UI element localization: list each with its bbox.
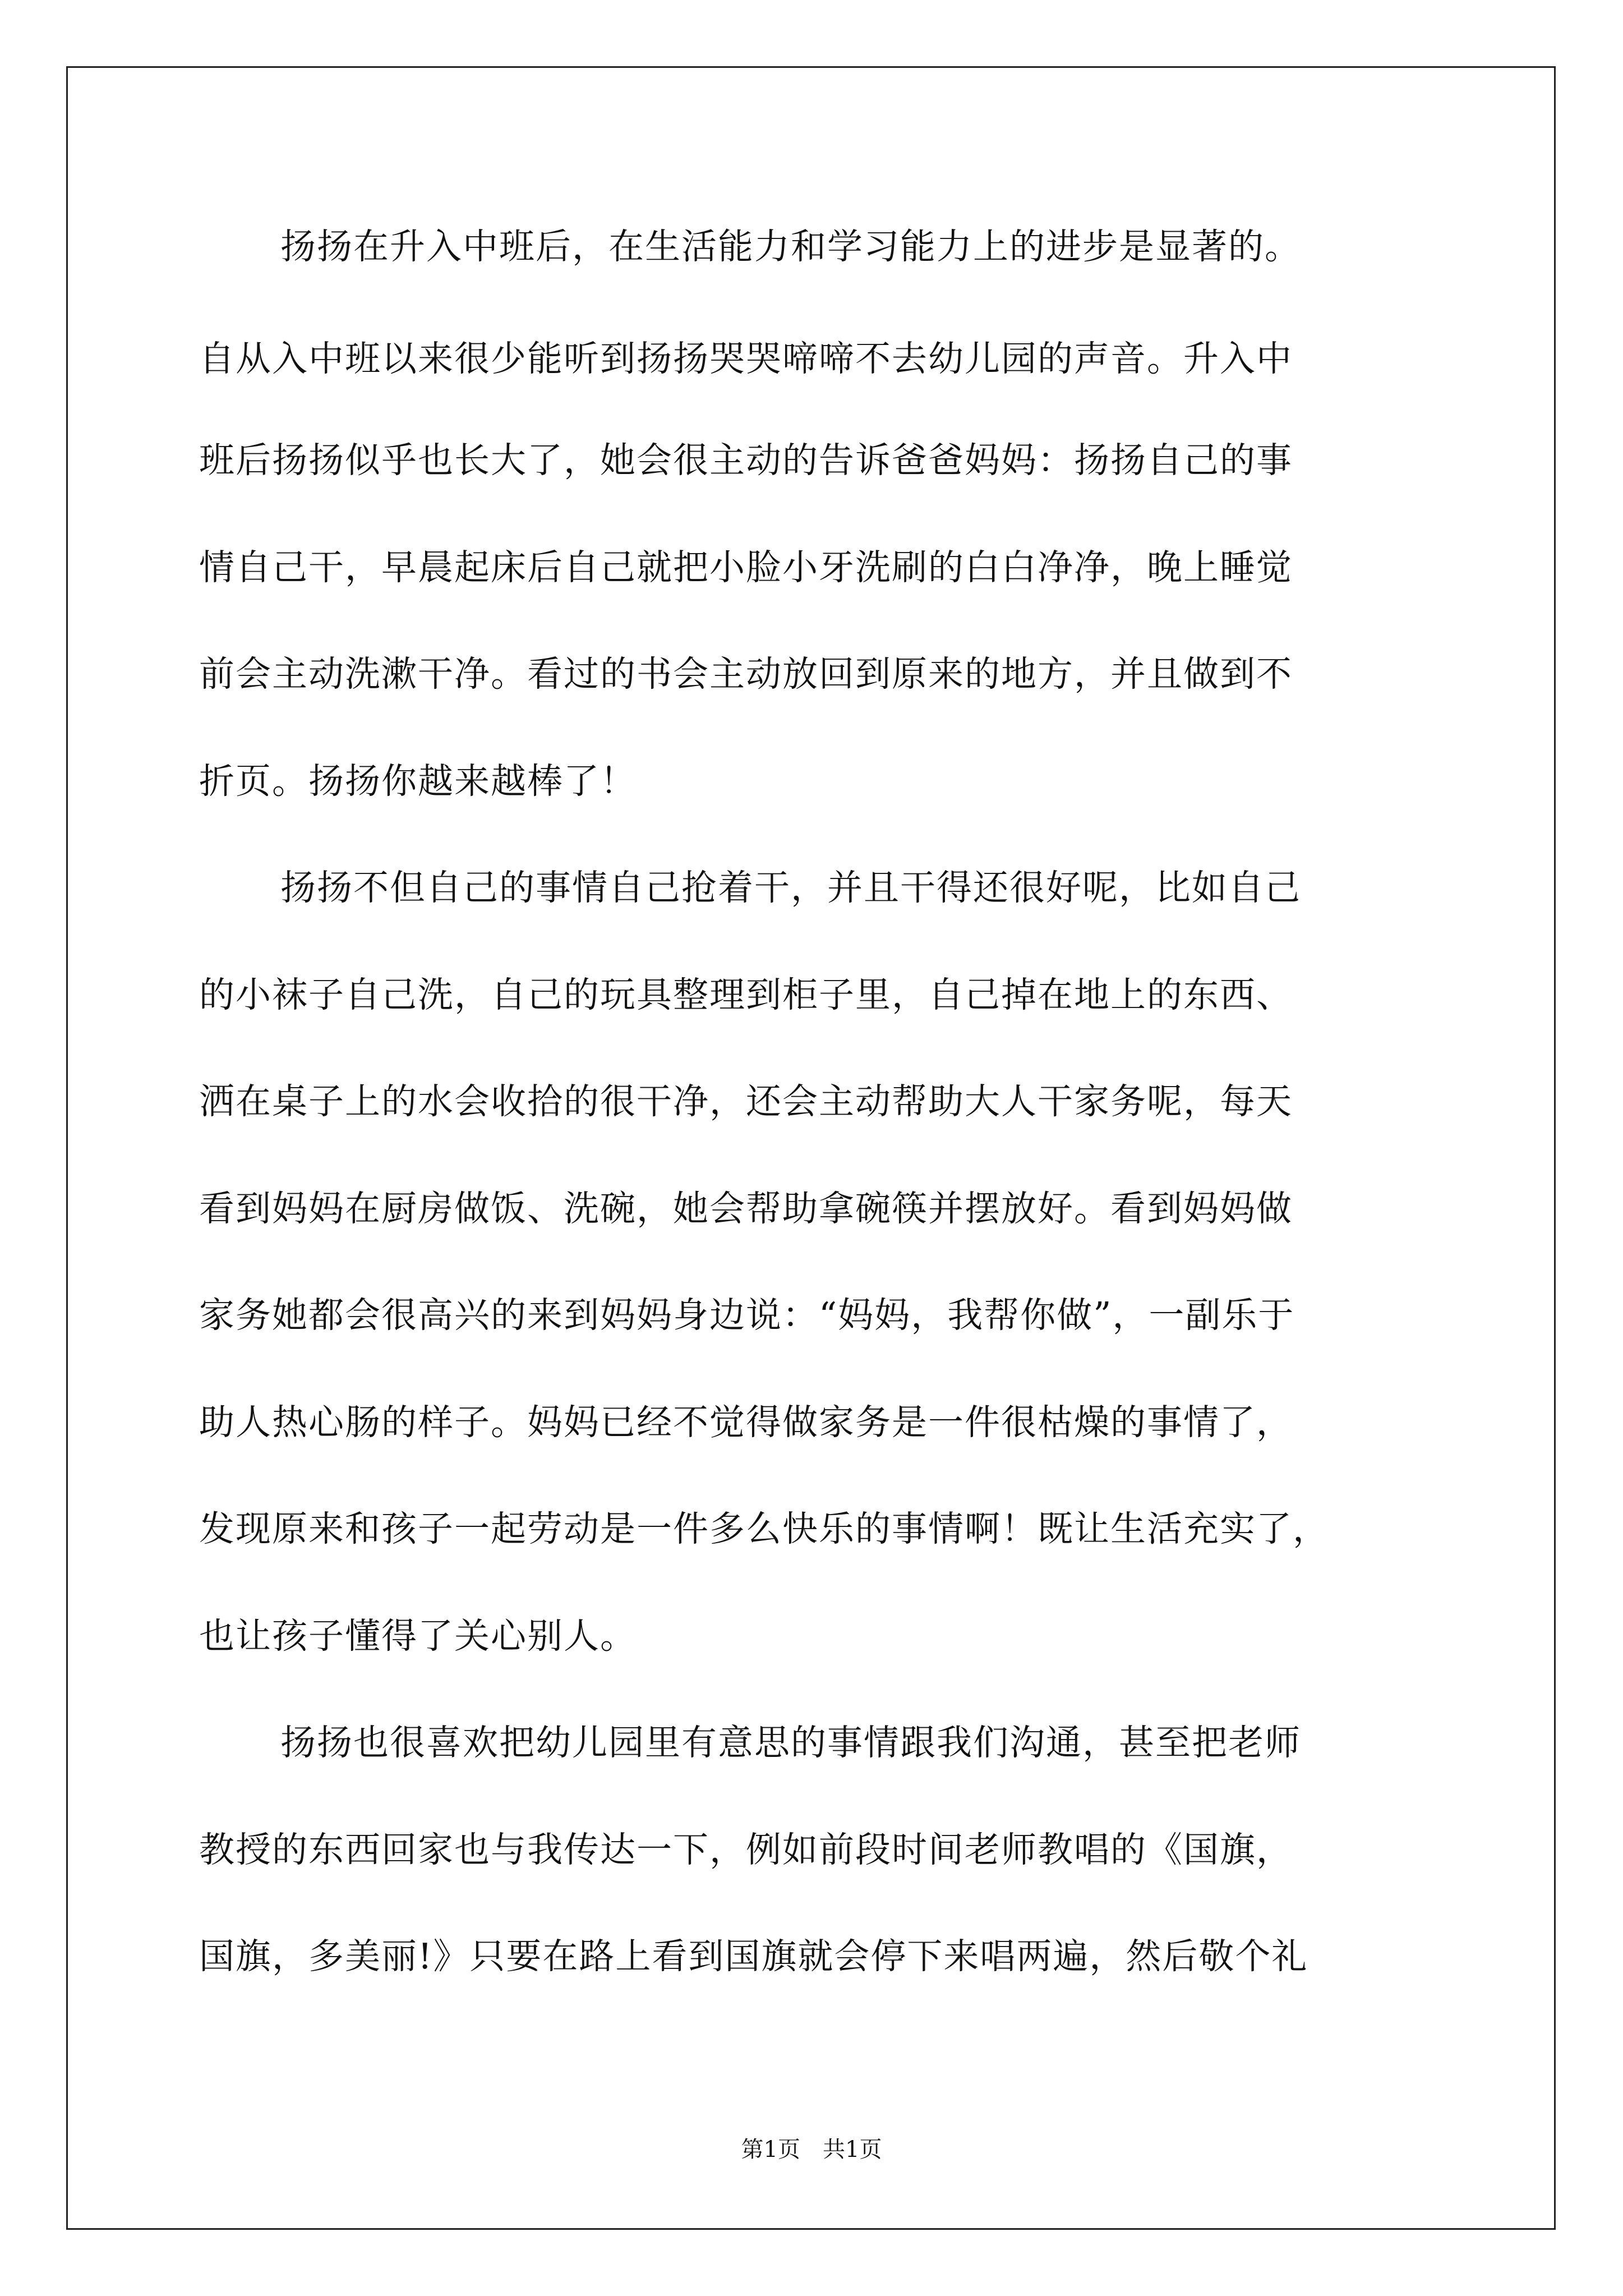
paragraph-2-line-2: 的小袜子自己洗，自己的玩具整理到柜子里，自己掉在地上的东西、 [199,974,1293,1015]
page-number-footer: 第1页 共1页 [741,2137,882,2162]
paragraph-1-line-1: 扬扬在升入中班后，在生活能力和学习能力上的进步是显著的。 [280,226,1301,267]
paragraph-1-line-5: 前会主动洗漱干净。看过的书会主动放回到原来的地方，并且做到不 [199,654,1293,694]
paragraph-1-line-2: 自从入中班以来很少能听到扬扬哭哭啼啼不去幼儿园的声音。升入中 [199,338,1293,379]
paragraph-2-line-1: 扬扬不但自己的事情自己抢着干，并且干得还很好呢，比如自己 [280,867,1301,908]
paragraph-1-line-3: 班后扬扬似乎也长大了，她会很主动的告诉爸爸妈妈：扬扬自己的事 [199,440,1293,481]
paragraph-1-line-6: 折页。扬扬你越来越棒了！ [199,761,637,802]
paragraph-2-line-5: 家务她都会很高兴的来到妈妈身边说：“妈妈，我帮你做”，一副乐于 [199,1295,1295,1336]
paragraph-2-line-6: 助人热心肠的样子。妈妈已经不觉得做家务是一件很枯燥的事情了， [199,1402,1293,1443]
paragraph-2-line-3: 洒在桌子上的水会收拾的很干净，还会主动帮助大人干家务呢，每天 [199,1081,1293,1122]
paragraph-3-line-2: 教授的东西回家也与我传达一下，例如前段时间老师教唱的《国旗， [199,1829,1293,1870]
paragraph-2-line-8: 也让孩子懂得了关心别人。 [199,1616,637,1657]
paragraph-2-line-4: 看到妈妈在厨房做饭、洗碗，她会帮助拿碗筷并摆放好。看到妈妈做 [199,1188,1293,1229]
page-border [66,66,1556,2230]
paragraph-2-line-7: 发现原来和孩子一起劳动是一件多么快乐的事情啊！既让生活充实了， [199,1508,1329,1549]
paragraph-3-line-1: 扬扬也很喜欢把幼儿园里有意思的事情跟我们沟通，甚至把老师 [280,1722,1301,1763]
paragraph-3-line-3: 国旗，多美丽!》只要在路上看到国旗就会停下来唱两遍，然后敬个礼 [199,1936,1308,1977]
paragraph-1-line-4: 情自己干，早晨起床后自己就把小脸小牙洗刷的白白净净，晚上睡觉 [199,547,1293,588]
